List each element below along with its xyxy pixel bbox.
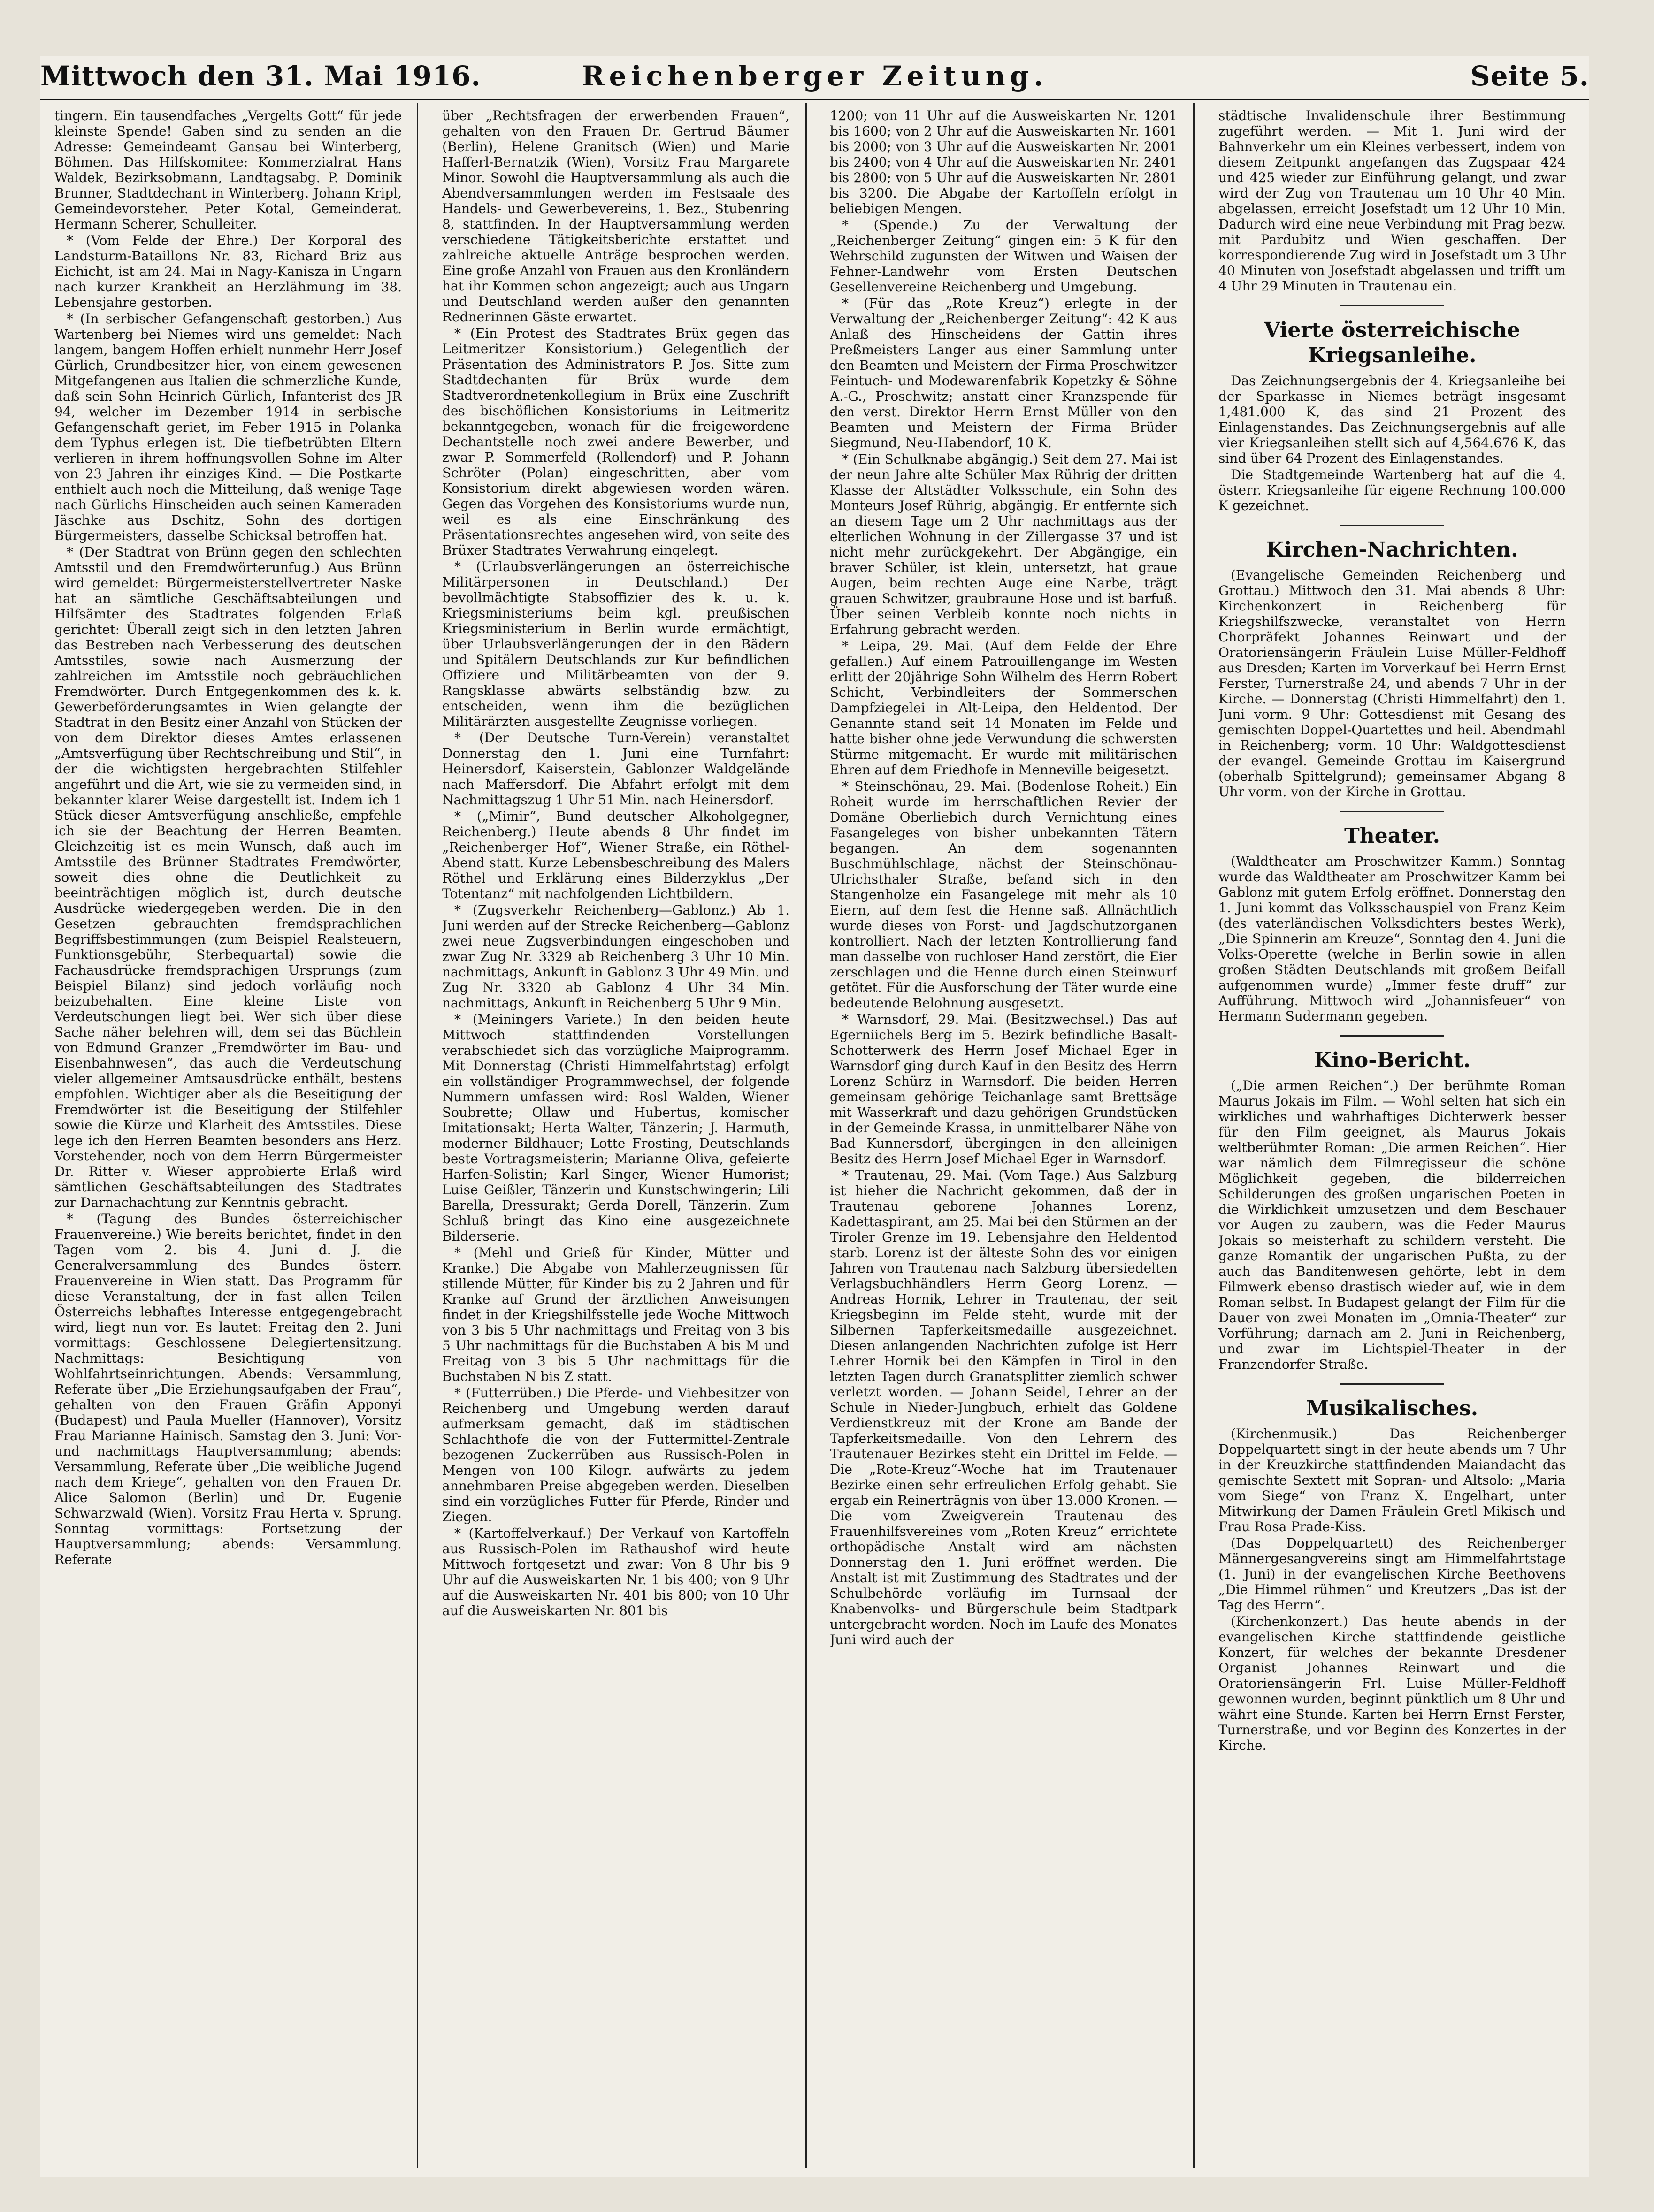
article-paragraph: * (Mehl und Grieß für Kinder, Mütter und Kranke.) Die Abgabe von Mahlerzeugnissen für stillende Mütter, für Kinder bis zu 2 Jahren und für Kranke auf Grund der ärztlichen Anweisungen findet in der Kriegshilfsstelle jede Woche Mittwoch von 3 bis 5 Uhr nachmittags und Freitag von 3 bis 5 Uhr nachmittags für die Buchstaben A bis M und Freitag von 3 bis 5 Uhr nachmittags für die Buchstaben N bis Z statt. xyxy=(442,1245,789,1384)
article-paragraph: Die Stadtgemeinde Wartenberg hat auf die 4. österr. Kriegsanleihe für eigene Rechnung 100.000 K gezeichnet. xyxy=(1218,467,1566,513)
article-paragraph: städtische Invalidenschule ihrer Bestimmung zugeführt werden. — Mit 1. Juni wird der Bahnverkehr um ein Kleines verbessert, indem von diesem Zeitpunkt angefangen das Zugspaar 424 und 425 wieder zur Einführung gelangt, und zwar wird der Zug von Trautenau um 10 Uhr 40 Min. abgelassen, erreicht Josefstadt um 12 Uhr 10 Min. Dadurch wird eine neue Verbindung mit Prag bezw. mit Pardubitz und Wien geschaffen. Der korrespondierende Zug wird in Josefstadt um 3 Uhr 40 Minuten von Josefstadt abgelassen und trifft um 4 Uhr 29 Minuten in Trautenau ein. xyxy=(1218,108,1566,294)
article-paragraph: * („Mimir“, Bund deutscher Alkoholgegner, Reichenberg.) Heute abends 8 Uhr findet im „Reichenberger Hof“, Wiener Straße, ein Röthel-Abend statt. Kurze Lebensbeschreibung des Malers Röthel und Erklärung eines Bilderzyklus „Der Totentanz“ mit nachfolgenden Lichtbildern. xyxy=(442,809,789,901)
column-rule xyxy=(805,103,807,2168)
article-paragraph: über „Rechtsfragen der erwerbenden Frauen“, gehalten von den Frauen Dr. Gertrud Bäumer (Berlin), Helene Granitsch (Wien) und Marie Hafferl-Bernatzik (Wien), Vorsitz Frau Margarete Minor. Sowohl die Hauptversammlung als auch die Abendversammlungen werden im Festsaale des Handels- und Gewerbevereins, 1. Bez., Stubenring 8, stattfinden. In der Hauptversammlung werden verschiedene Tätigkeitsberichte erstattet und zahlreiche aktuelle Anträge besprochen werden. Eine große Anzahl von Frauen aus den Kronländern hat ihr Kommen schon angezeigt; auch aus Ungarn und Deutschland werden außer den genannten Rednerinnen Gäste erwartet. xyxy=(442,108,789,325)
section-heading-theater: Theater. xyxy=(1344,824,1440,848)
article-paragraph: * (In serbischer Gefangenschaft gestorben.) Aus Wartenberg bei Niemes wird uns gemeldet: Nach langem, bangem Hoffen erhielt nunmehr Herr Josef Gürlich, Grundbesitzer hier, von einem gewesenen Mitgefangenen aus Italien die schmerzliche Kunde, daß sein Sohn Heinrich Gürlich, Infanterist des JR 94, welcher im Dezember 1914 in serbische Gefangenschaft geriet, im Feber 1915 in Polanka dem Typhus erlegen ist. Die tiefbetrübten Eltern verlieren in ihrem hoffnungsvollen Sohne im Alter von 23 Jahren ihr einziges Kind. — Die Postkarte enthielt auch noch die Mitteilung, daß wenige Tage nach Gürlichs Hinscheiden auch seinen Kameraden Jäschke aus Dschitz, Sohn des dortigen Bürgermeisters, dasselbe Schicksal betroffen hat. xyxy=(54,311,402,543)
section-heading-musik: Musikalisches. xyxy=(1306,1396,1478,1420)
article-paragraph: 1200; von 11 Uhr auf die Ausweiskarten Nr. 1201 bis 1600; von 2 Uhr auf die Ausweiskarten Nr. 1601 bis 2000; von 3 Uhr auf die Ausweiskarten Nr. 2001 bis 2400; von 4 Uhr auf die Ausweiskarten Nr. 2401 bis 2800; von 5 Uhr auf die Ausweiskarten Nr. 2801 bis 3200. Die Abgabe der Kartoffeln erfolgt in beliebigen Mengen. xyxy=(830,108,1177,216)
article-paragraph: * (Der Stadtrat von Brünn gegen den schlechten Amtsstil und den Fremdwörterunfug.) Aus Brünn wird gemeldet: Bürgermeisterstellvertreter Naske hat an sämtliche Geschäftsabteilungen und Hilfsämter des Stadtrates folgenden Erlaß gerichtet: Überall zeigt sich in den letzten Jahren das Bestreben nach Verbesserung des deutschen Amtsstiles, sowie nach Ausmerzung der zahlreichen im Amtsstile noch gebräuchlichen Fremdwörter. Durch Entgegenkommen des k. k. Gewerbeförderungsamtes in Wien gelangte der Stadtrat in den Besitz einer Anzahl von Stücken der von dem Direktor dieses Amtes erlassenen „Amtsverfügung über Rechtschreibung und Stil“, in der die wichtigsten hergebrachten Stilfehler angeführt und die Art, wie sie zu vermeiden sind, in bekannter klarer Weise dargestellt ist. Indem ich 1 Stück dieser Amtsverfügung anschließe, empfehle ich sie der Beachtung der Herren Beamten. Gleichzeitig ist es mein Wunsch, daß auch im Amtsstile des Brünner Stadtrates Fremdwörter, soweit dies ohne die Deutlichkeit zu beeinträchtigen möglich ist, durch deutsche Ausdrücke wiedergegeben werden. Die in den Gesetzen gebrauchten fremdsprachlichen Begriffsbestimmungen (zum Beispiel Realsteuern, Funktionsgebühr, Sterbequartal) sowie die Fachausdrücke fremdsprachigen Ursprungs (zum Beispiel Bilanz) sind jedoch vorläufig noch beizubehalten. Eine kleine Liste von Verdeutschungen liegt bei. Wer sich über diese Sache näher belehren will, dem sei das Büchlein von Edmund Granzer „Fremdwörter im Bau- und Eisenbahnwesen“, das auch die Verdeutschung vieler allgemeiner Amtsausdrücke enthält, bestens empfohlen. Wichtiger aber als die Beseitigung der Fremdwörter ist die Beseitigung der Stilfehler sowie die Kürze und Klarheit des Amtsstiles. Diese lege ich den Herren Beamten besonders ans Herz. Vorstehender, noch von dem Herrn Bürgermeister Dr. Ritter v. Wieser approbierte Erlaß wird sämtlichen Geschäftsabteilungen des Stadtrates zur Darnachachtung zur Kenntnis gebracht. xyxy=(54,544,402,1210)
article-paragraph: (Das Doppelquartett) des Reichenberger Männergesangvereins singt am Himmelfahrtstage (1. Juni) in der evangelischen Kirche Beethovens „Die Himmel rühmen“ und Kreutzers „Das ist der Tag des Herrn“. xyxy=(1218,1535,1566,1613)
article-paragraph: * (Meiningers Variete.) In den beiden heute Mittwoch stattfindenden Vorstellungen verabschiedet sich das vorzügliche Maiprogramm. Mit Donnerstag (Christi Himmelfahrtstag) erfolgt ein vollständiger Programmwechsel, der folgende Nummern umfassen wird: Rosl Walden, Wiener Soubrette; Ollaw und Hubertus, komischer Imitationsakt; Herta Walter, Tänzerin; J. Harmuth, moderner Bildhauer; Lotte Frosting, Deutschlands beste Vortragsmeisterin; Marianne Oliva, gefeierte Harfen-Solistin; Karl Singer, Wiener Humorist; Luise Geißler, Tänzerin und Kunstschwingerin; Lili Barella, Dressurakt; Gerda Dorell, Tänzerin. Zum Schluß bringt das Kino eine ausgezeichnete Bilderserie. xyxy=(442,1012,789,1244)
article-paragraph: („Die armen Reichen“.) Der berühmte Roman Maurus Jokais im Film. — Wohl selten hat sich ein wirkliches und wahrhaftiges Dichterwerk besser für den Film geeignet, als Maurus Jokais weltberühmter Roman: „Die armen Reichen“. Hier war nämlich dem Filmregisseur die schöne Möglichkeit gegeben, die bilderreichen Schilderungen des großen ungarischen Poeten in die Wirklichkeit umzusetzen und dem Beschauer vor Augen zu zaubern, was die Feder Maurus Jokais so meisterhaft zu schildern versteht. Die ganze Romantik der ungarischen Pußta, zu der auch das Banditenwesen gehörte, lebt in dem Filmwerk ebenso drastisch wieder auf, wie in dem Roman selbst. In Budapest gelangt der Film für die Dauer von zwei Monaten im „Omnia-Theater“ zur Vorführung; darnach am 2. Juni in Reichenberg, und zwar im Lichtspiel-Theater in der Franzendorfer Straße. xyxy=(1218,1078,1566,1372)
section-separator xyxy=(1340,1383,1444,1385)
section-heading-kriegsanleihe: Vierte österreichische Kriegsanleihe. xyxy=(1264,318,1520,367)
section-separator xyxy=(1340,305,1444,306)
article-paragraph: tingern. Ein tausendfaches „Vergelts Gott“ für jede kleinste Spende! Gaben sind zu senden an die Adresse: Gemeindeamt Gansau bei Winterberg, Böhmen. Das Hilfskomitee: Kommerzialrat Hans Waldek, Bezirksobmann, Landtagsabg. P. Dominik Brunner, Stadtdechant in Winterberg. Johann Kripl, Gemeindevorsteher. Peter Kotal, Gemeinderat. Hermann Scherer, Schulleiter. xyxy=(54,108,402,232)
issue-date: Mittwoch den 31. Mai 1916. xyxy=(40,60,481,92)
newspaper-page xyxy=(40,56,1589,2177)
article-paragraph: * (Futterrüben.) Die Pferde- und Viehbesitzer von Reichenberg und Umgebung werden darauf aufmerksam gemacht, daß im städtischen Schlachthofe die von der Futtermittel-Zentrale bezogenen Zuckerrüben aus Russisch-Polen in Mengen von 100 Kilogr. aufwärts zu jedem annehmbaren Preise abgegeben werden. Dieselben sind ein vorzügliches Futter für Pferde, Rinder und Ziegen. xyxy=(442,1385,789,1525)
article-paragraph: * Steinschönau, 29. Mai. (Bodenlose Roheit.) Ein Roheit wurde im herrschaftlichen Revier der Domäne Oberliebich durch Vernichtung eines Fasangeleges von bisher unbekannten Tätern begangen. An dem sogenannten Buschmühlschlage, nächst der Steinschönau-Ulrichsthaler Straße, befand sich in den Stangenholze ein Fasangelege mit mehr als 10 Eiern, auf dem fest die Henne saß. Allnächtlich wurde dieses von Forst- und Jagdschutzorganen kontrolliert. Nach der letzten Kontrollierung fand man dasselbe von ruchloser Hand zerstört, die Eier zerschlagen und die Henne durch einen Steinwurf getötet. Für die Ausforschung der Täter wurde eine bedeutende Belohnung ausgesetzt. xyxy=(830,778,1177,1011)
section-separator xyxy=(1340,1035,1444,1037)
article-paragraph: * (Ein Protest des Stadtrates Brüx gegen das Leitmeritzer Konsistorium.) Gelegentlich der Präsentation des Administrators P. Jos. Sitte zum Stadtdechanten für Brüx wurde dem Stadtverordnetenkollegium in Brüx eine Zuschrift des bischöflichen Konsistoriums in Leitmeritz bekanntgegeben, wonach für die freigewordene Dechantstelle noch zwei andere Bewerber, und zwar P. Sommerfeld (Rollendorf) und P. Johann Schröter (Polan) eingeschritten, aber vom Konsistorium direkt abgewiesen worden wären. Gegen das Vorgehen des Konsistoriums wurde nun, weil es als eine Einschränkung des Präsentationsrechtes angesehen wird, von seite des Brüxer Stadtrates Verwahrung eingelegt. xyxy=(442,326,789,558)
article-paragraph: * (Kartoffelverkauf.) Der Verkauf von Kartoffeln aus Russisch-Polen im Rathaushof wird heute Mittwoch fortgesetzt und zwar: Von 8 Uhr bis 9 Uhr auf die Ausweiskarten Nr. 1 bis 400; von 9 Uhr auf die Ausweiskarten Nr. 401 bis 800; von 10 Uhr auf die Ausweiskarten Nr. 801 bis xyxy=(442,1526,789,1618)
article-paragraph: * Leipa, 29. Mai. (Auf dem Felde der Ehre gefallen.) Auf einem Patrouillengange im Westen erlitt der 20jährige Sohn Wilhelm des Herrn Robert Schicht, Verbindleiters der Sommerschen Dampfziegelei in Alt-Leipa, den Heldentod. Der Genannte stand seit 14 Monaten im Felde und hatte bisher ohne jede Verwundung die schwersten Stürme mitgemacht. Er wurde mit militärischen Ehren auf dem Friedhofe in Menneville beigesetzt. xyxy=(830,638,1177,778)
article-paragraph: * (Spende.) Zu der Verwaltung der „Reichenberger Zeitung“ gingen ein: 5 K für den Wehrschild zugunsten der Witwen und Waisen der Fehner-Landwehr vom Ersten Deutschen Gesellenvereine Reichenberg und Umgebung. xyxy=(830,217,1177,295)
article-paragraph: (Evangelische Gemeinden Reichenberg und Grottau.) Mittwoch den 31. Mai abends 8 Uhr: Kirchenkonzert in Reichenberg für Kriegshilfszwecke, veranstaltet von Herrn Chorpräfekt Johannes Reinwart und der Oratoriensängerin Fräulein Luise Müller-Feldhoff aus Dresden; Karten im Vorverkauf bei Herrn Ernst Ferster, Turnerstraße 24, und abends 7 Uhr in der Kirche. — Donnerstag (Christi Himmelfahrt) den 1. Juni vorm. 9 Uhr: Gottesdienst mit Gesang des gemischten Doppel-Quartettes und heil. Abendmahl in Reichenberg; vorm. 10 Uhr: Waldgottesdienst der evangel. Gemeinde Grottau im Kaisergrund (oberhalb Spittelgrund); gemeinsamer Abgang 8 Uhr vorm. von der Kirche in Grottau. xyxy=(1218,567,1566,800)
column-2 xyxy=(442,108,789,2168)
column-4 xyxy=(1218,108,1566,2168)
column-1 xyxy=(54,108,402,2168)
article-paragraph: * Warnsdorf, 29. Mai. (Besitzwechsel.) Das auf Egerniichels Berg im 5. Bezirk befindliche Basalt-Schotterwerk des Herrn Josef Michael Eger in Warnsdorf ging durch Kauf in den Besitz des Herrn Lorenz Schürz in Warnsdorf. Die beiden Herren gemeinsam gehörige Teichanlage samt Brettsäge mit Wasserkraft und dazu gehörigen Grundstücken in der Gemeinde Krassa, in unmittelbarer Nähe von Bad Kunnersdorf, übergingen in den alleinigen Besitz des Herrn Josef Michael Eger in Warnsdorf. xyxy=(830,1012,1177,1167)
column-rule xyxy=(417,103,418,2168)
section-separator xyxy=(1340,525,1444,526)
article-paragraph: Das Zeichnungsergebnis der 4. Kriegsanleihe bei der Sparkasse in Niemes beträgt insgesamt 1,481.000 K, das sind 21 Prozent des Einlagenstandes. Das Zeichnungsergebnis auf alle vier Kriegsanleihen stellt sich auf 4,564.676 K, das sind über 64 Prozent des Einlagenstandes. xyxy=(1218,373,1566,466)
article-paragraph: * (Tagung des Bundes österreichischer Frauenvereine.) Wie bereits berichtet, findet in den Tagen vom 2. bis 4. Juni d. J. die Generalversammlung des Bundes österr. Frauenvereine in Wien statt. Das Programm für diese Veranstaltung, der in fast allen Teilen Österreichs lebhaftes Interesse entgegengebracht wird, liegt nun vor. Es lautet: Freitag den 2. Juni vormittags: Geschlossene Delegiertensitzung. Nachmittags: Besichtigung von Wohlfahrtseinrichtungen. Abends: Versammlung, Referate über „Die Erziehungsaufgaben der Frau“, gehalten von den Frauen Gräfin Apponyi (Budapest) und Paula Mueller (Hannover), Vorsitz Frau Marianne Hainisch. Samstag den 3. Juni: Vor- und nachmittags Hauptversammlung; abends: Versammlung, Referate über „Die weibliche Jugend nach dem Kriege“, gehalten von den Frauen Dr. Alice Salomon (Berlin) und Dr. Eugenie Schwarzwald (Wien). Vorsitz Frau Herta v. Sprung. Sonntag vormittags: Fortsetzung der Hauptversammlung; abends: Versammlung. Referate xyxy=(54,1211,402,1567)
article-paragraph: (Waldtheater am Proschwitzer Kamm.) Sonntag wurde das Waldtheater am Proschwitzer Kamm bei Gablonz mit gutem Erfolg eröffnet. Donnerstag den 1. Juni kommt das Volksschauspiel von Franz Keim (des vaterländischen Volksdichters bestes Werk), „Die Spinnerin am Kreuze“, Sonntag den 4. Juni die Volks-Operette (welche in Berlin sowie in allen großen Städten Deutschlands mit großem Beifall aufgenommen wurde) „Immer feste druff“ zur Aufführung. Mittwoch wird „Johannisfeuer“ von Hermann Sudermann gegeben. xyxy=(1218,854,1566,1024)
article-paragraph: * (Zugsverkehr Reichenberg—Gablonz.) Ab 1. Juni werden auf der Strecke Reichenberg—Gablonz zwei neue Zugsverbindungen eingeschoben und zwar Zug Nr. 3329 ab Reichenberg 3 Uhr 10 Min. nachmittags, Ankunft in Gablonz 3 Uhr 49 Min. und Zug Nr. 3320 ab Gablonz 4 Uhr 34 Min. nachmittags, Ankunft in Reichenberg 5 Uhr 9 Min. xyxy=(442,902,789,1011)
article-paragraph: (Kirchenkonzert.) Das heute abends in der evangelischen Kirche stattfindende geistliche Konzert, für welches der bekannte Dresdener Organist Johannes Reinwart und die Oratoriensängerin Frl. Luise Müller-Feldhoff gewonnen wurden, beginnt pünktlich um 8 Uhr und währt eine Stunde. Karten bei Herrn Ernst Ferster, Turnerstraße, und vor Beginn des Konzertes in der Kirche. xyxy=(1218,1614,1566,1753)
article-paragraph: * (Für das „Rote Kreuz“) erlegte in der Verwaltung der „Reichenberger Zeitung“: 42 K aus Anlaß des Hinscheidens der Gattin ihres Preßmeisters Langer aus einer Sammlung unter den Beamten und Meistern der Firma Proschwitzer Feintuch- und Modewarenfabrik Kopetzky & Söhne A.-G., Proschwitz; anstatt einer Kranzspende für den verst. Direktor Herrn Ernst Müller von den Beamten und Meistern der Firma Brüder Siegmund, Neu-Habendorf, 10 K. xyxy=(830,296,1177,450)
article-paragraph: * (Vom Felde der Ehre.) Der Korporal des Landsturm-Bataillons Nr. 83, Richard Briz aus Eichicht, ist am 24. Mai in Nagy-Kanisza in Ungarn nach kurzer Krankheit an Herzlähmung im 38. Lebensjahre gestorben. xyxy=(54,233,402,310)
page-number: Seite 5. xyxy=(1470,60,1589,92)
article-paragraph: * (Urlaubsverlängerungen an österreichische Militärpersonen in Deutschland.) Der bevollmächtigte Stabsoffizier des k. u. k. Kriegsministeriums beim kgl. preußischen Kriegsministerium in Berlin wurde ermächtigt, über Urlaubsverlängerungen der in den Bädern und Spitälern Deutschlands zur Kur befindlichen Offiziere und Militärbeamten von der 9. Rangsklasse abwärts selbständig bzw. zu entscheiden, wenn ihm die bezüglichen Militärärzten ausgestellte Zeugnisse vorliegen. xyxy=(442,559,789,729)
page-header xyxy=(40,56,1589,100)
article-paragraph: * (Der Deutsche Turn-Verein) veranstaltet Donnerstag den 1. Juni eine Turnfahrt: Heinersdorf, Kaiserstein, Gablonzer Waldgelände nach Maffersdorf. Die Abfahrt erfolgt mit dem Nachmittagszug 1 Uhr 51 Min. nach Heinersdorf. xyxy=(442,730,789,808)
section-heading-kirchen: Kirchen-Nachrichten. xyxy=(1266,538,1518,562)
masthead-title: Reichenberger Zeitung. xyxy=(582,60,1048,92)
section-heading-kino: Kino-Bericht. xyxy=(1313,1048,1471,1072)
article-paragraph: (Kirchenmusik.) Das Reichenberger Doppelquartett singt in der heute abends um 7 Uhr in der Kreuzkirche stattfindenden Maiandacht das gemischte Sextett mit Sopran- und Altsolo: „Maria vom Siege“ von Franz X. Engelhart, unter Mitwirkung der Damen Fräulein Gretl Mikisch und Frau Rosa Prade-Kiss. xyxy=(1218,1426,1566,1534)
column-3 xyxy=(830,108,1177,2168)
section-separator xyxy=(1340,811,1444,812)
column-rule xyxy=(1193,103,1195,2168)
article-paragraph: * (Ein Schulknabe abgängig.) Seit dem 27. Mai ist der neun Jahre alte Schüler Max Rührig der dritten Klasse der Altstädter Volksschule, ein Sohn des Monteurs Josef Rührig, abgängig. Er entfernte sich an diesem Tage um 2 Uhr nachmittags aus der elterlichen Wohnung in der Zillergasse 37 und ist nicht mehr zurückgekehrt. Der Abgängige, ein braver Schüler, ist klein, untersetzt, hat graue Augen, beim rechten Auge eine Narbe, trägt grauen Schwitzer, graubraune Hose und ist barfuß. Über seinen Verbleib konnte noch nichts in Erfahrung gebracht werden. xyxy=(830,451,1177,637)
article-paragraph: * Trautenau, 29. Mai. (Vom Tage.) Aus Salzburg ist hieher die Nachricht gekommen, daß der in Trautenau geborene Johannes Lorenz, Kadettaspirant, am 25. Mai bei den Stürmen an der Tiroler Grenze im 19. Lebensjahre den Heldentod starb. Lorenz ist der älteste Sohn des vor einigen Jahren von Trautenau nach Salzburg übersiedelten Verlagsbuchhändlers Herrn Georg Lorenz. — Andreas Hornik, Lehrer in Trautenau, der seit Kriegsbeginn im Felde steht, wurde mit der Silbernen Tapferkeitsmedaille ausgezeichnet. Diesen anlangenden Nachrichten zufolge ist Herr Lehrer Hornik bei den Kämpfen in Tirol in den letzten Tagen durch Granatsplitter ziemlich schwer verletzt worden. — Johann Seidel, Lehrer an der Schule in Nieder-Jungbuch, erhielt das Goldene Verdienstkreuz mit der Krone am Bande der Tapferkeitsmedaille. Von den Lehrern des Trautenauer Bezirkes steht ein Drittel im Felde. — Die „Rote-Kreuz“-Woche hat im Trautenauer Bezirke einen sehr erfreulichen Erfolg gehabt. Sie ergab ein Reinerträgnis von über 13.000 Kronen. — Die vom Zweigverein Trautenau des Frauenhilfsvereines vom „Roten Kreuz“ errichtete orthopädische Anstalt wird am nächsten Donnerstag den 1. Juni eröffnet werden. Die Anstalt ist mit Zustimmung des Stadtrates und der Schulbehörde vorläufig im Turnsaal der Knabenvolks- und Bürgerschule beim Stadtpark untergebracht worden. Noch im Laufe des Monates Juni wird auch der xyxy=(830,1167,1177,1648)
